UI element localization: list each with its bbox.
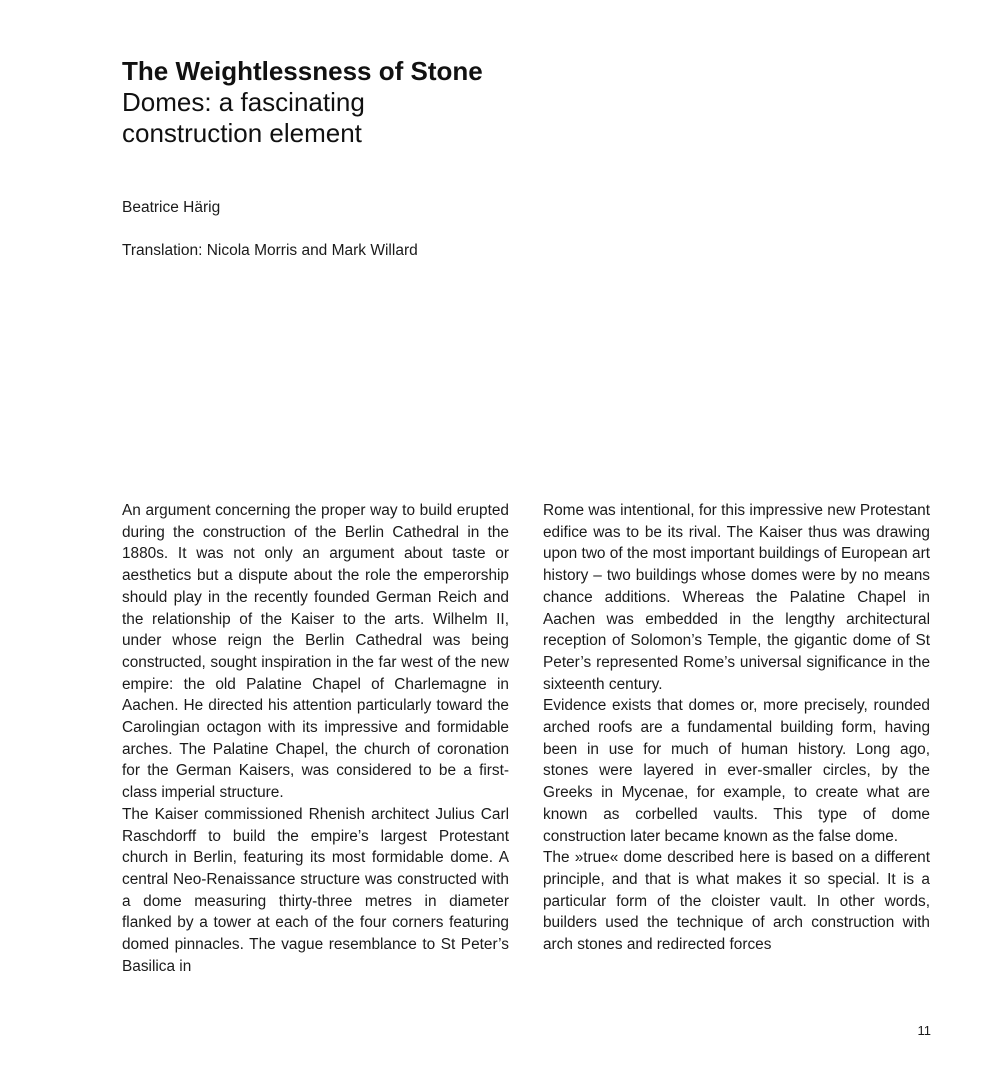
article-subtitle: Domes: a fascinating construction element — [122, 87, 365, 148]
page-number: 11 — [917, 1023, 931, 1038]
translation-credit: Translation: Nicola Morris and Mark Willard — [122, 242, 418, 259]
paragraph: Evidence exists that domes or, more precisely, rounded arched roofs are a fundamental building form, having been in use for much of human history. Long ago, stones were layered in ever-smaller circles, by the Greeks in Mycenae, for example, to create what are known as corbelled vaults. This type of dome construction later became known as the false dome. — [543, 697, 930, 845]
author-name: Beatrice Härig — [122, 199, 221, 216]
paragraph: Rome was intentional, for this impressive new Protestant edifice was to be its rival. The Kaiser thus was drawing upon two of the most important buildings of European art history – two buildings whose domes were by no means chance additions. Whereas the Palatine Chapel in Aachen was embedded in the lengthy architectural reception of Solomon’s Temple, the gigantic dome of St Peter’s represented Rome’s universal significance in the sixteenth century. — [543, 502, 930, 693]
paragraph: The »true« dome described here is based on a different principle, and that is what makes it so special. It is a particular form of the cloister vault. In other words, builders used the technique of arch construction with arch stones and redirected forces — [543, 849, 930, 954]
body-column-left — [122, 500, 509, 977]
paragraph: The Kaiser commissioned Rhenish architect Julius Carl Raschdorff to build the empire’s largest Protestant church in Berlin, featuring its most formidable dome. A central Neo-Renaissance structure was constructed with a dome measuring thirty-three metres in diameter flanked by a tower at each of the four corners featuring domed pinnacles. The vague resemblance to St Peter’s Basilica in — [122, 805, 509, 975]
body-column-right — [543, 500, 930, 956]
article-title: The Weightlessness of Stone — [122, 56, 483, 86]
paragraph: An argument concerning the proper way to build erupted during the construction of the Berlin Cathedral in the 1880s. It was not only an argument about taste or aesthetics but a dispute about the role the emperorship should play in the recently founded German Reich and the relationship of the Kaiser to the arts. Wilhelm II, under whose reign the Berlin Cathedral was being constructed, sought inspiration in the far west of the new empire: the old Palatine Chapel of Charlemagne in Aachen. He directed his attention particularly toward the Carolingian octagon with its impressive and formidable arches. The Palatine Chapel, the church of coronation for the German Kaisers, was considered to be a first-class imperial structure. — [122, 502, 509, 802]
